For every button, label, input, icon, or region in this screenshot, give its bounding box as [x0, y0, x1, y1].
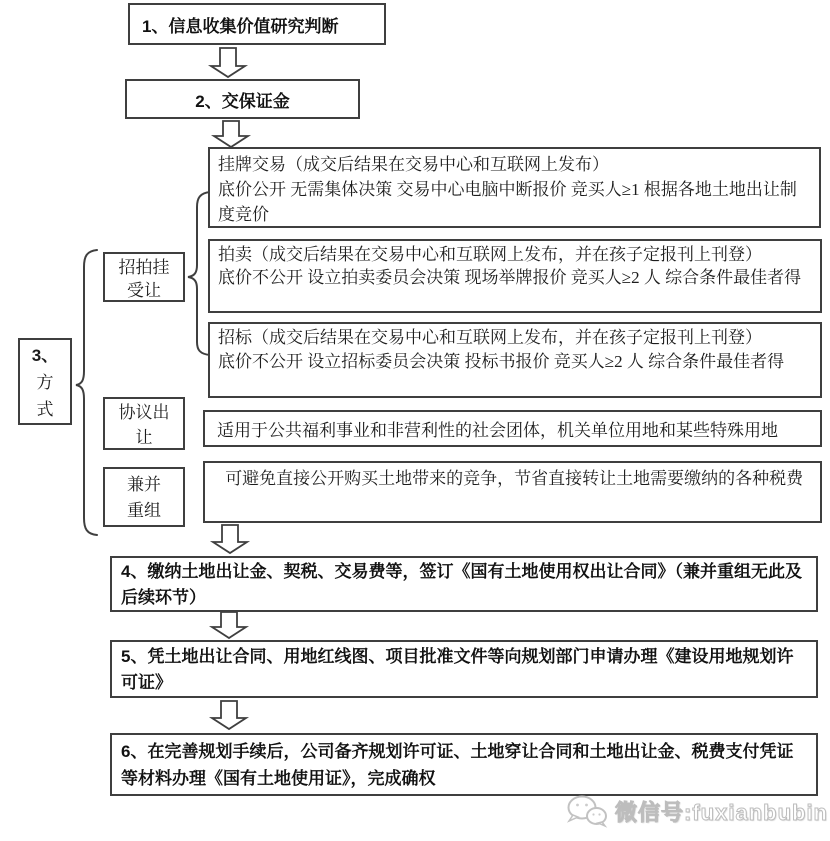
- step2-box: [125, 79, 360, 119]
- step4-box: [110, 556, 818, 612]
- step4-label: 4、缴纳土地出让金、契税、交易费等，签订《国有土地使用权出让合同》（兼并重组无此及后续环节）: [121, 562, 802, 607]
- step1-label: 1、信息收集价值研究判断: [142, 16, 339, 36]
- auction-box: [208, 239, 822, 313]
- step3-char2: 式: [36, 400, 54, 419]
- step1-box: [128, 3, 386, 45]
- method-merger-box: [103, 467, 185, 527]
- watermark: [565, 792, 828, 830]
- step3-char1: 方: [36, 373, 54, 392]
- step5-label: 5、凭土地出让合同、用地红线图、项目批准文件等向规划部门申请办理《建设用地规划许可证》: [121, 647, 794, 692]
- negotiated-desc-box: [203, 410, 822, 447]
- step2-label: 2、交保证金: [195, 91, 290, 111]
- down-arrow-icon: [213, 525, 247, 553]
- method-negotiated-box: [103, 397, 185, 450]
- brace-mode-icon: [76, 250, 97, 535]
- method-zhaopaigua-line2: 受让: [127, 281, 161, 300]
- merger-desc: 可避免直接公开购买土地带来的竞争，节省直接转让土地需要缴纳的各种税费: [225, 469, 804, 488]
- method-merger-line1: 兼并: [127, 475, 161, 494]
- watermark-text: 微信号:fuxianbubin: [615, 799, 828, 825]
- step5-box: [110, 640, 818, 698]
- auction-title: 拍卖（成交后结果在交易中心和互联网上发布，并在孩子定报刊上刊登）: [218, 245, 762, 264]
- listing-trade-title: 挂牌交易（成交后结果在交易中心和互联网上发布）: [218, 155, 609, 174]
- merger-desc-box: [203, 461, 822, 523]
- negotiated-desc: 适用于公共福利事业和非营利性的社会团体，机关单位用地和某些特殊用地: [217, 421, 778, 440]
- step6-label: 6、在完善规划手续后，公司备齐规划许可证、土地穿让合同和土地出让金、税费支付凭证等材料办理《国有土地使用证》，完成确权: [121, 742, 794, 788]
- down-arrow-icon: [212, 612, 246, 638]
- step3-number: 3、: [31, 346, 59, 365]
- step6-box: [110, 733, 818, 796]
- down-arrow-icon: [214, 121, 248, 147]
- method-negotiated-line2: 让: [135, 428, 153, 447]
- tender-body: 底价不公开 设立招标委员会决策 投标书报价 竞买人≥2 人 综合条件最佳者得: [218, 352, 785, 371]
- method-zhaopaigua-line1: 招拍挂: [118, 258, 170, 277]
- method-merger-line2: 重组: [127, 501, 161, 520]
- tender-box: [208, 322, 822, 398]
- wechat-icon: [565, 794, 609, 828]
- down-arrow-icon: [212, 701, 246, 729]
- listing-trade-box: [208, 147, 821, 228]
- method-zhaopaigua-box: [103, 252, 185, 302]
- brace-listing-icon: [188, 192, 210, 355]
- step3-mode-box: [18, 338, 72, 425]
- auction-body: 底价不公开 设立拍卖委员会决策 现场举牌报价 竞买人≥2 人 综合条件最佳者得: [218, 268, 802, 287]
- method-negotiated-line1: 协议出: [118, 403, 170, 422]
- listing-trade-body: 底价公开 无需集体决策 交易中心电脑中断报价 竞买人≥1 根据各地土地出让制度竞价: [218, 180, 797, 224]
- tender-title: 招标（成交后结果在交易中心和互联网上发布，并在孩子定报刊上刊登）: [218, 328, 762, 347]
- down-arrow-icon: [211, 48, 245, 77]
